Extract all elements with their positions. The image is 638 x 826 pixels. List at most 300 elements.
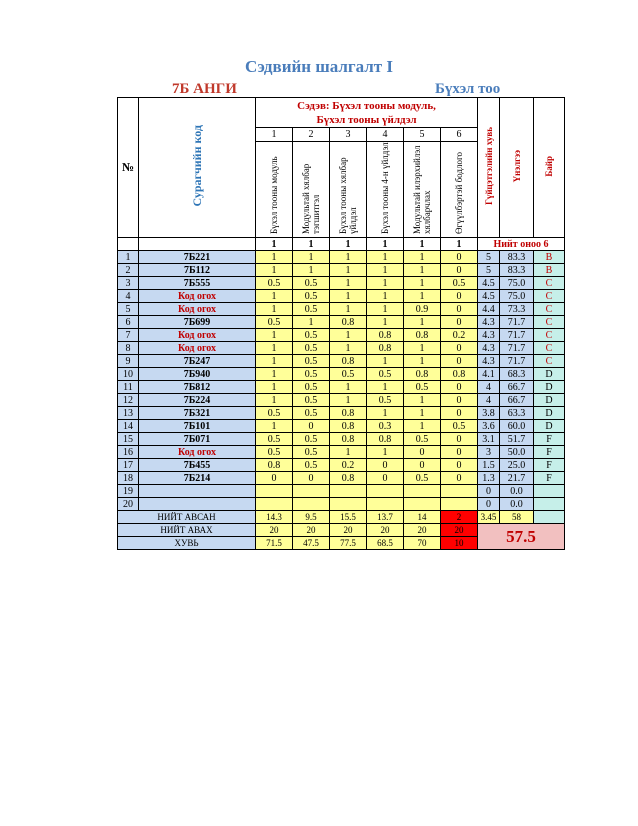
score-cell: 0.5 — [293, 368, 330, 381]
header-student-code — [139, 98, 256, 238]
table-row — [118, 420, 565, 433]
table-row — [118, 316, 565, 329]
percent-cell: 71.7 — [500, 342, 534, 355]
grade-cell: D — [534, 420, 565, 433]
total-cell: 4.3 — [478, 355, 500, 368]
total-points-label: Нийт оноо 6 — [478, 238, 565, 251]
score-cell: 0.2 — [330, 459, 367, 472]
row-number: 20 — [118, 498, 139, 511]
score-cell: 1 — [367, 407, 404, 420]
score-cell: 0 — [441, 407, 478, 420]
score-cell — [293, 485, 330, 498]
percent-cell: 51.7 — [500, 433, 534, 446]
score-cell: 0.8 — [256, 459, 293, 472]
grade-cell: D — [534, 368, 565, 381]
score-cell: 0.8 — [330, 420, 367, 433]
summary-pct-cell: 10 — [441, 537, 478, 550]
score-cell: 1 — [404, 290, 441, 303]
row-number: 15 — [118, 433, 139, 446]
score-cell: 0.5 — [367, 394, 404, 407]
score-cell: 0.5 — [293, 355, 330, 368]
max-point: 1 — [293, 238, 330, 251]
score-cell: 1 — [330, 303, 367, 316]
score-cell: 1 — [256, 329, 293, 342]
summary-max-cell: 20 — [330, 524, 367, 537]
score-cell: 0.8 — [367, 433, 404, 446]
grade-cell: F — [534, 433, 565, 446]
task-name — [293, 142, 330, 238]
summary-max-cell: 20 — [441, 524, 478, 537]
table-row — [118, 277, 565, 290]
rank-heading: Байр — [544, 155, 554, 177]
score-cell: 0 — [441, 381, 478, 394]
total-cell: 4.1 — [478, 368, 500, 381]
row-number: 6 — [118, 316, 139, 329]
score-cell: 1 — [330, 277, 367, 290]
score-cell — [256, 498, 293, 511]
score-cell: 0.5 — [293, 290, 330, 303]
score-cell: 1 — [256, 381, 293, 394]
total-cell: 4.5 — [478, 290, 500, 303]
score-cell: 0.5 — [293, 381, 330, 394]
row-number: 10 — [118, 368, 139, 381]
score-cell: 0.5 — [293, 407, 330, 420]
max-point: 1 — [330, 238, 367, 251]
score-cell: 0.8 — [330, 433, 367, 446]
summary-received-row — [118, 511, 565, 524]
summary-received-total: 3.45 — [478, 511, 500, 524]
header-performance — [478, 98, 500, 238]
score-cell: 1 — [330, 394, 367, 407]
task-name-text: Бүхэл тооны модуль — [269, 156, 279, 234]
score-cell: 1 — [404, 355, 441, 368]
score-cell: 1 — [330, 251, 367, 264]
score-cell: 0 — [441, 472, 478, 485]
performance-heading: Гүйцэтгэлийн хувь — [483, 127, 494, 205]
percent-cell: 0.0 — [500, 498, 534, 511]
topic-line-2: Бүхэл тооны үйлдэл — [316, 113, 417, 126]
percent-cell: 71.7 — [500, 329, 534, 342]
student-code: Код огох — [139, 303, 256, 316]
table-row — [118, 381, 565, 394]
score-cell: 0.8 — [441, 368, 478, 381]
summary-label: НИЙТ АВАХ — [118, 524, 256, 537]
student-code: 7Б071 — [139, 433, 256, 446]
percent-cell: 0.0 — [500, 485, 534, 498]
table-row — [118, 485, 565, 498]
table-row — [118, 368, 565, 381]
score-cell: 1 — [367, 251, 404, 264]
summary-received-cell: 2 — [441, 511, 478, 524]
summary-received-pct: 58 — [500, 511, 534, 524]
total-cell: 4.4 — [478, 303, 500, 316]
score-cell: 0 — [441, 394, 478, 407]
table-row — [118, 290, 565, 303]
score-cell: 0.2 — [441, 329, 478, 342]
table-row — [118, 472, 565, 485]
score-cell — [293, 498, 330, 511]
student-code: 7Б555 — [139, 277, 256, 290]
score-cell: 1 — [330, 329, 367, 342]
score-cell: 1 — [256, 394, 293, 407]
summary-pct-cell: 71.5 — [256, 537, 293, 550]
score-cell: 0 — [441, 251, 478, 264]
score-cell: 0.5 — [293, 459, 330, 472]
total-cell: 3.8 — [478, 407, 500, 420]
score-cell: 0.5 — [293, 342, 330, 355]
summary-pct-cell: 77.5 — [330, 537, 367, 550]
score-cell: 1 — [404, 264, 441, 277]
student-code: 7Б455 — [139, 459, 256, 472]
table-row — [118, 459, 565, 472]
header-rank — [534, 98, 565, 238]
grade-cell — [534, 498, 565, 511]
score-cell: 0.8 — [404, 368, 441, 381]
max-row-blank — [139, 238, 256, 251]
score-cell: 0 — [404, 459, 441, 472]
score-cell: 1 — [404, 394, 441, 407]
summary-max-cell: 20 — [256, 524, 293, 537]
score-cell: 1 — [367, 303, 404, 316]
row-number: 18 — [118, 472, 139, 485]
summary-max-row — [118, 524, 565, 537]
student-code: 7Б812 — [139, 381, 256, 394]
task-name-text: Бүхэл тооны хялбар үйлдэл — [338, 157, 358, 234]
percent-cell: 75.0 — [500, 290, 534, 303]
total-cell: 4.3 — [478, 329, 500, 342]
table-row — [118, 251, 565, 264]
score-cell: 0 — [441, 459, 478, 472]
score-cell: 0.5 — [293, 277, 330, 290]
header-no: № — [118, 98, 139, 238]
task-number: 2 — [293, 128, 330, 142]
score-cell — [367, 498, 404, 511]
max-point: 1 — [256, 238, 293, 251]
table-row — [118, 498, 565, 511]
student-code: 7Б247 — [139, 355, 256, 368]
percent-cell: 73.3 — [500, 303, 534, 316]
score-cell: 1 — [367, 446, 404, 459]
summary-received-cell: 13.7 — [367, 511, 404, 524]
summary-received-cell: 14.3 — [256, 511, 293, 524]
row-number: 9 — [118, 355, 139, 368]
overall-percent: 57.5 — [478, 524, 565, 550]
table-row — [118, 394, 565, 407]
task-name — [330, 142, 367, 238]
score-cell: 0 — [404, 446, 441, 459]
task-name-text: Модультай илэрхийлэл хялбарчлах — [412, 145, 432, 234]
score-cell — [367, 485, 404, 498]
task-number: 1 — [256, 128, 293, 142]
summary-received-cell: 15.5 — [330, 511, 367, 524]
score-cell — [404, 498, 441, 511]
grade-cell: C — [534, 277, 565, 290]
percent-cell: 50.0 — [500, 446, 534, 459]
student-code: 7Б224 — [139, 394, 256, 407]
task-name-text: Бүхэл тооны 4-н үйлдэл — [380, 142, 390, 234]
score-cell: 1 — [256, 368, 293, 381]
score-cell: 1 — [330, 342, 367, 355]
task-number: 6 — [441, 128, 478, 142]
student-code: 7Б221 — [139, 251, 256, 264]
score-cell: 0 — [441, 433, 478, 446]
student-code: 7Б112 — [139, 264, 256, 277]
score-cell: 0.8 — [330, 472, 367, 485]
table-row — [118, 264, 565, 277]
score-cell: 1 — [367, 381, 404, 394]
total-cell: 4 — [478, 394, 500, 407]
student-code: 7Б214 — [139, 472, 256, 485]
score-cell: 0.5 — [256, 433, 293, 446]
table-row — [118, 342, 565, 355]
score-cell: 1 — [256, 251, 293, 264]
total-cell: 3 — [478, 446, 500, 459]
total-cell: 1.3 — [478, 472, 500, 485]
grade-heading: Үнэлгээ — [511, 149, 522, 183]
score-cell: 1 — [367, 264, 404, 277]
percent-cell: 21.7 — [500, 472, 534, 485]
task-name-text: Модультай хялбар тэгшитгэл — [301, 163, 321, 234]
score-cell: 0 — [293, 472, 330, 485]
score-cell: 0 — [441, 342, 478, 355]
task-name — [441, 142, 478, 238]
score-cell: 1 — [256, 264, 293, 277]
score-cell: 1 — [256, 420, 293, 433]
total-cell: 5 — [478, 264, 500, 277]
score-cell: 0.5 — [293, 329, 330, 342]
score-cell: 0.9 — [404, 303, 441, 316]
total-cell: 4.3 — [478, 342, 500, 355]
student-code: Код огох — [139, 329, 256, 342]
header-grade — [500, 98, 534, 238]
row-number: 13 — [118, 407, 139, 420]
score-cell: 1 — [330, 381, 367, 394]
page-title: Сэдвийн шалгалт I — [244, 57, 394, 76]
score-cell: 1 — [293, 251, 330, 264]
score-cell: 0 — [367, 459, 404, 472]
score-cell: 0.8 — [330, 407, 367, 420]
percent-cell: 63.3 — [500, 407, 534, 420]
score-cell: 1 — [330, 446, 367, 459]
grade-cell: C — [534, 355, 565, 368]
row-number: 19 — [118, 485, 139, 498]
score-cell: 0.5 — [293, 303, 330, 316]
score-cell: 0 — [441, 316, 478, 329]
percent-cell: 25.0 — [500, 459, 534, 472]
score-cell: 1 — [367, 277, 404, 290]
score-cell: 1 — [404, 316, 441, 329]
row-number: 1 — [118, 251, 139, 264]
score-cell: 1 — [293, 316, 330, 329]
row-number: 17 — [118, 459, 139, 472]
row-number: 16 — [118, 446, 139, 459]
percent-cell: 68.3 — [500, 368, 534, 381]
percent-cell: 66.7 — [500, 394, 534, 407]
grade-cell: D — [534, 407, 565, 420]
row-number: 7 — [118, 329, 139, 342]
score-cell: 0 — [441, 264, 478, 277]
student-code — [139, 485, 256, 498]
row-number: 12 — [118, 394, 139, 407]
score-cell: 0 — [441, 446, 478, 459]
score-cell: 0.5 — [293, 394, 330, 407]
table-row — [118, 407, 565, 420]
grade-cell: B — [534, 264, 565, 277]
total-cell: 3.6 — [478, 420, 500, 433]
score-cell: 0.5 — [441, 277, 478, 290]
summary-pct-cell: 47.5 — [293, 537, 330, 550]
total-cell: 4.3 — [478, 316, 500, 329]
student-code: Код огох — [139, 446, 256, 459]
task-number: 3 — [330, 128, 367, 142]
topic-heading — [256, 98, 478, 128]
score-cell: 0.8 — [330, 316, 367, 329]
score-cell: 1 — [404, 251, 441, 264]
summary-max-cell: 20 — [404, 524, 441, 537]
grade-cell: D — [534, 381, 565, 394]
table-row — [118, 446, 565, 459]
student-code — [139, 498, 256, 511]
score-cell: 0.5 — [367, 368, 404, 381]
score-cell: 0.5 — [256, 316, 293, 329]
percent-cell: 66.7 — [500, 381, 534, 394]
row-number: 8 — [118, 342, 139, 355]
score-cell: 0.8 — [367, 329, 404, 342]
total-cell: 3.1 — [478, 433, 500, 446]
student-code: Код огох — [139, 290, 256, 303]
score-cell: 1 — [256, 355, 293, 368]
score-cell: 1 — [367, 290, 404, 303]
grade-cell — [534, 485, 565, 498]
score-cell: 0.5 — [404, 381, 441, 394]
summary-received-cell: 9.5 — [293, 511, 330, 524]
student-code: 7Б101 — [139, 420, 256, 433]
grade-cell: F — [534, 472, 565, 485]
score-cell: 1 — [404, 277, 441, 290]
student-code: Код огох — [139, 342, 256, 355]
percent-cell: 71.7 — [500, 316, 534, 329]
total-cell: 4.5 — [478, 277, 500, 290]
score-cell: 0 — [441, 303, 478, 316]
row-number: 5 — [118, 303, 139, 316]
task-name — [367, 142, 404, 238]
max-point: 1 — [367, 238, 404, 251]
score-cell: 0.5 — [293, 433, 330, 446]
student-code: 7Б321 — [139, 407, 256, 420]
task-name — [256, 142, 293, 238]
percent-cell: 75.0 — [500, 277, 534, 290]
table-row — [118, 433, 565, 446]
score-cell: 0 — [293, 420, 330, 433]
score-cell: 1 — [330, 290, 367, 303]
grade-cell: F — [534, 459, 565, 472]
total-cell: 0 — [478, 485, 500, 498]
student-code: 7Б699 — [139, 316, 256, 329]
score-cell: 0.5 — [293, 446, 330, 459]
row-number: 14 — [118, 420, 139, 433]
score-cell: 0.5 — [330, 368, 367, 381]
class-label: 7Б АНГИ — [172, 81, 237, 97]
percent-cell: 71.7 — [500, 355, 534, 368]
score-cell: 1 — [367, 355, 404, 368]
score-cell: 1 — [256, 342, 293, 355]
task-number: 5 — [404, 128, 441, 142]
score-cell: 0.5 — [256, 407, 293, 420]
row-number: 3 — [118, 277, 139, 290]
score-cell — [256, 485, 293, 498]
percent-cell: 60.0 — [500, 420, 534, 433]
score-cell — [404, 485, 441, 498]
score-cell: 0 — [441, 355, 478, 368]
grade-cell: B — [534, 251, 565, 264]
topic-line-1: Сэдэв: Бүхэл тооны модуль, — [297, 99, 436, 112]
student-code: 7Б940 — [139, 368, 256, 381]
score-cell: 1 — [367, 316, 404, 329]
total-cell: 4 — [478, 381, 500, 394]
summary-received-cell: 14 — [404, 511, 441, 524]
score-cell: 0.5 — [256, 277, 293, 290]
total-cell: 5 — [478, 251, 500, 264]
table-row — [118, 303, 565, 316]
score-cell: 0.5 — [441, 420, 478, 433]
total-cell: 0 — [478, 498, 500, 511]
score-cell: 1 — [404, 342, 441, 355]
score-cell: 1 — [330, 264, 367, 277]
score-cell — [330, 485, 367, 498]
summary-label: НИЙТ АВСАН — [118, 511, 256, 524]
grade-cell: C — [534, 316, 565, 329]
max-point: 1 — [404, 238, 441, 251]
task-number: 4 — [367, 128, 404, 142]
max-point: 1 — [441, 238, 478, 251]
score-cell: 1 — [293, 264, 330, 277]
score-cell: 1 — [256, 290, 293, 303]
summary-label: ХУВЬ — [118, 537, 256, 550]
score-cell — [441, 485, 478, 498]
subject-label: Бүхэл тоо — [435, 81, 501, 97]
summary-pct-cell: 70 — [404, 537, 441, 550]
total-cell: 1.5 — [478, 459, 500, 472]
score-cell: 0.8 — [367, 342, 404, 355]
score-cell: 0.5 — [256, 446, 293, 459]
score-cell: 0.8 — [330, 355, 367, 368]
summary-max-cell: 20 — [293, 524, 330, 537]
score-cell — [330, 498, 367, 511]
score-cell: 1 — [404, 420, 441, 433]
score-cell: 0.5 — [404, 472, 441, 485]
max-row-blank — [118, 238, 139, 251]
grade-cell: D — [534, 394, 565, 407]
score-cell: 0.5 — [404, 433, 441, 446]
score-cell: 0.3 — [367, 420, 404, 433]
row-number: 2 — [118, 264, 139, 277]
grade-cell: C — [534, 329, 565, 342]
score-cell: 0 — [441, 290, 478, 303]
score-cell: 0 — [256, 472, 293, 485]
results-table — [117, 97, 565, 550]
grade-cell: C — [534, 290, 565, 303]
percent-cell: 83.3 — [500, 264, 534, 277]
score-cell: 0.8 — [404, 329, 441, 342]
student-code-heading: Сурагчийн код — [190, 125, 204, 207]
grade-cell: C — [534, 303, 565, 316]
row-number: 11 — [118, 381, 139, 394]
table-row — [118, 329, 565, 342]
grade-cell: F — [534, 446, 565, 459]
score-cell: 1 — [256, 303, 293, 316]
summary-max-cell: 20 — [367, 524, 404, 537]
grade-cell: C — [534, 342, 565, 355]
